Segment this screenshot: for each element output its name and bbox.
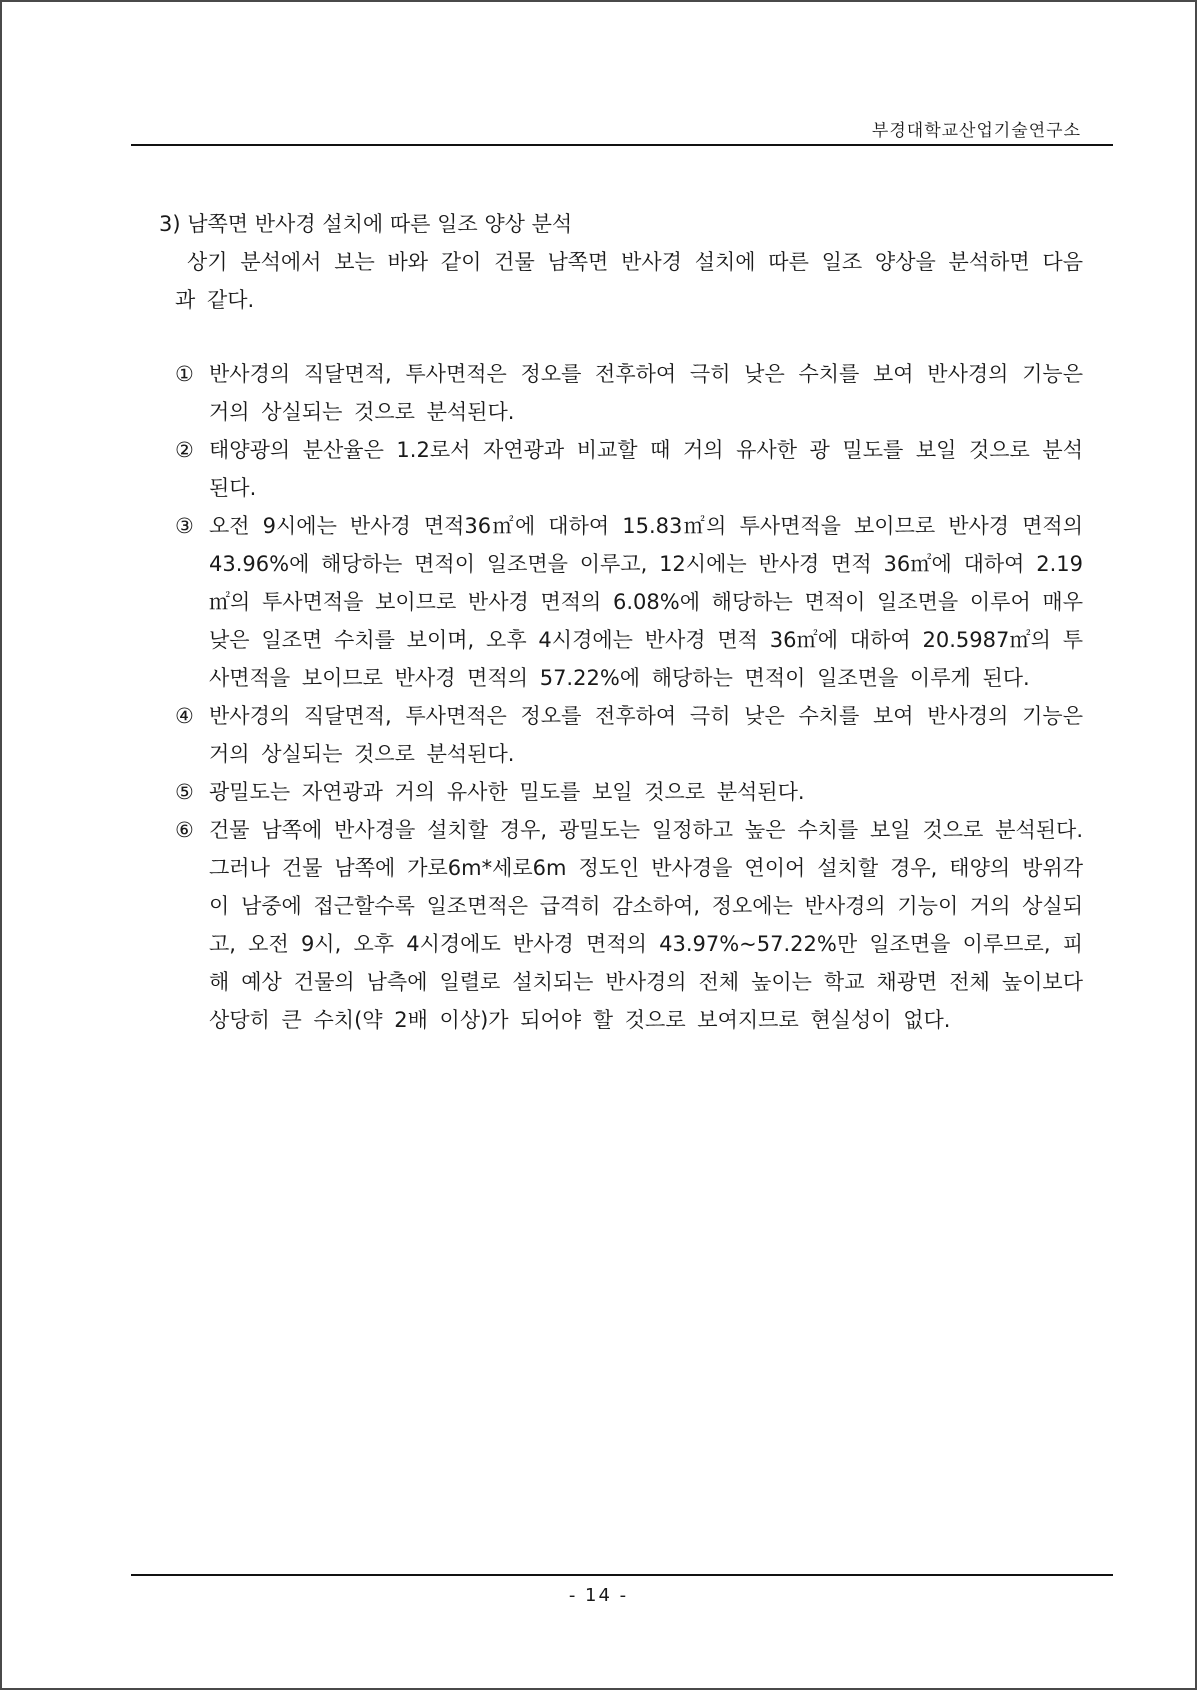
list-item-text: 오전 9시에는 반사경 면적36㎡에 대하여 15.83㎡의 투사면적을 보이므로 반사경 면적의 43.96%에 해당하는 면적이 일조면을 이루고, 12시에는 반사경 면적 36㎡에 대하여 2.19㎡의 투사면적을 보이므로 반사경 면적의 6.08%에 해당하는 면적이 일조면을 이루어 매우 낮은 일조면 수치를 보이며, 오후 4시경에는 반사경 면적 36㎡에 대하여 20.5987㎡의 투사면적을 보이므로 반사경 면적의 57.22%에 해당하는 면적이 일조면을 이루게 된다. [209,514,1083,690]
list-item [175,431,1083,507]
list-item [175,507,1083,697]
list-item-text: 태양광의 분산율은 1.2로서 자연광과 비교할 때 거의 유사한 광 밀도를 보일 것으로 분석된다. [209,438,1083,500]
list-item-number: ② [175,438,194,462]
list-item-number: ⑤ [175,780,194,804]
section-intro: 상기 분석에서 보는 바와 같이 건물 남쪽면 반사경 설치에 따른 일조 양상을 분석하면 다음과 같다. [175,250,1083,312]
list-item-number: ③ [175,514,194,538]
list-item-text: 광밀도는 자연광과 거의 유사한 밀도를 보일 것으로 분석된다. [209,780,805,804]
list-item-number: ① [175,362,194,386]
list-item [175,773,1083,811]
list-item-text: 반사경의 직달면적, 투사면적은 정오를 전후하여 극히 낮은 수치를 보여 반사경의 기능은 거의 상실되는 것으로 분석된다. [209,362,1083,424]
list-item-text: 반사경의 직달면적, 투사면적은 정오를 전후하여 극히 낮은 수치를 보여 반사경의 기능은 거의 상실되는 것으로 분석된다. [209,704,1083,766]
document-body [131,205,1083,1039]
analysis-list [131,355,1083,1039]
list-item [175,811,1083,1039]
list-item-number: ⑥ [175,818,194,842]
list-item-text: 건물 남쪽에 반사경을 설치할 경우, 광밀도는 일정하고 높은 수치를 보일 것으로 분석된다. 그러나 건물 남쪽에 가로6m*세로6m 정도인 반사경을 연이어 설치할 경우, 태양의 방위각이 남중에 접근할수록 일조면적은 급격히 감소하여, 정오에는 반사경의 기능이 거의 상실되고, 오전 9시, 오후 4시경에도 반사경 면적의 43.97%~57.22%만 일조면을 이루므로, 피해 예상 건물의 남측에 일렬로 설치되는 반사경의 전체 높이는 학교 채광면 전체 높이보다 상당히 큰 수치(약 2배 이상)가 되어야 할 것으로 보여지므로 현실성이 없다. [209,818,1084,1032]
section-heading: 3) 남쪽면 반사경 설치에 따른 일조 양상 분석 [159,212,573,236]
page-number: - 14 - [568,1585,629,1606]
list-item [175,355,1083,431]
footer-rule [131,1574,1113,1576]
header-rule [131,144,1113,146]
list-item-number: ④ [175,704,194,728]
list-item [175,697,1083,773]
header-org-name: 부경대학교산업기술연구소 [871,121,1081,141]
